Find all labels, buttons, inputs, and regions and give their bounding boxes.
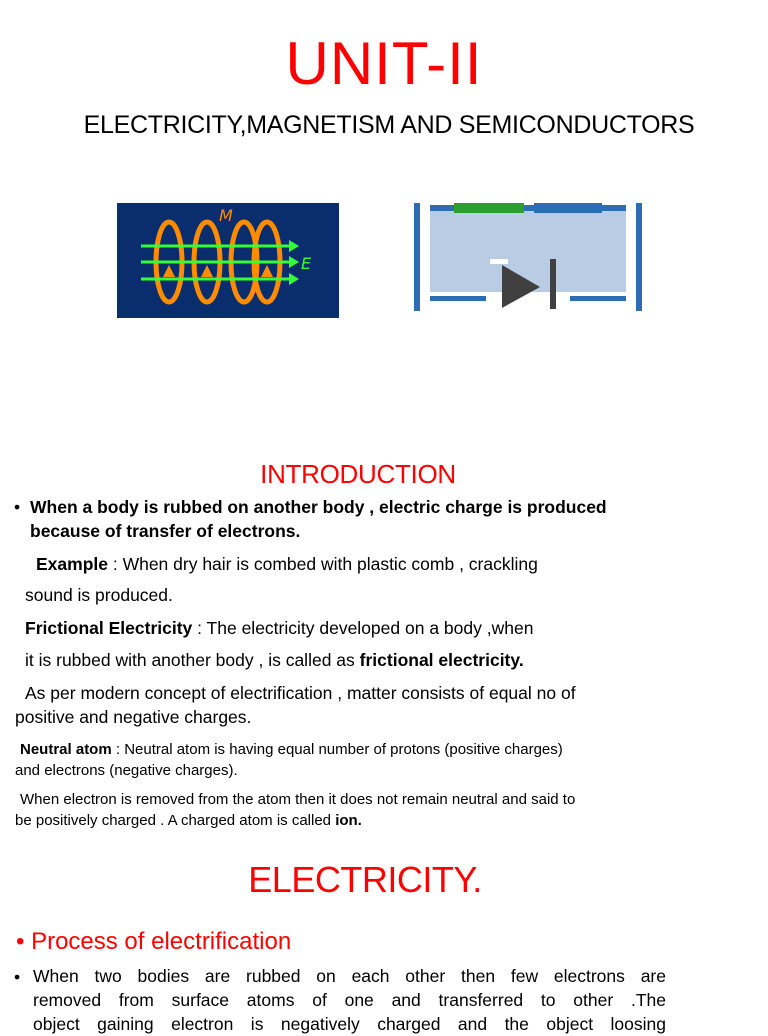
intro-bullet-line-2: because of transfer of electrons. bbox=[30, 521, 301, 541]
bullet-glyph: • bbox=[14, 497, 21, 517]
frictional-term: frictional electricity. bbox=[359, 650, 524, 670]
introduction-heading: INTRODUCTION bbox=[260, 459, 456, 489]
ion-line-1: When electron is removed from the atom then it does not remain neutral and said to bbox=[20, 791, 576, 808]
neutral-atom-text: : Neutral atom is having equal number of protons (positive charges) bbox=[111, 741, 563, 758]
frictional-line-1 bbox=[25, 617, 533, 639]
unit-title: UNIT-II bbox=[285, 30, 483, 97]
example-line-1 bbox=[36, 553, 538, 575]
frictional-text: : The electricity developed on a body ,when bbox=[192, 618, 534, 638]
green-terminal bbox=[454, 203, 524, 213]
m-label: M bbox=[219, 206, 233, 225]
modern-concept-line-2: positive and negative charges. bbox=[15, 707, 252, 727]
example-text: : When dry hair is combed with plastic comb , crackling bbox=[107, 554, 538, 574]
electricity-line-2: removed from surface atoms of one and transferred to other .The bbox=[33, 990, 666, 1010]
neutral-atom-line-2: and electrons (negative charges). bbox=[15, 762, 238, 779]
frictional-text-2: it is rubbed with another body , is called as bbox=[25, 650, 360, 670]
electricity-bullet-point bbox=[14, 966, 20, 988]
process-of-electrification-heading: • Process of electrification bbox=[16, 928, 292, 955]
example-line-2: sound is produced. bbox=[25, 585, 173, 605]
blue-terminal bbox=[534, 203, 602, 213]
electricity-line-3: object gaining electron is negatively charged and the object loosing bbox=[33, 1014, 666, 1034]
example-label: Example bbox=[36, 554, 108, 574]
semiconductor-diode-image bbox=[412, 203, 644, 311]
e-label: E bbox=[301, 254, 312, 273]
ion-text: be positively charged . A charged atom is called bbox=[15, 812, 336, 829]
frictional-line-2 bbox=[25, 649, 524, 671]
electricity-line-1: When two bodies are rubbed on each other then few electrons are bbox=[33, 966, 666, 986]
subtitle: ELECTRICITY,MAGNETISM AND SEMICONDUCTORS bbox=[83, 111, 695, 139]
modern-concept-line-1: As per modern concept of electrification , matter consists of equal no of bbox=[25, 683, 576, 703]
ion-term: ion. bbox=[335, 812, 362, 829]
frictional-label: Frictional Electricity bbox=[25, 618, 193, 638]
intro-bullet-point bbox=[14, 496, 20, 518]
neutral-atom-label: Neutral atom bbox=[20, 741, 112, 758]
ion-line-2 bbox=[15, 811, 362, 831]
bullet-glyph: • bbox=[14, 967, 21, 987]
diode-symbol-bar bbox=[550, 259, 556, 309]
neutral-atom-line-1 bbox=[20, 740, 563, 760]
electromagnetic-field-image bbox=[117, 203, 339, 318]
intro-bullet-line-1: When a body is rubbed on another body , electric charge is produced bbox=[30, 497, 607, 517]
electricity-heading: ELECTRICITY. bbox=[248, 859, 482, 900]
